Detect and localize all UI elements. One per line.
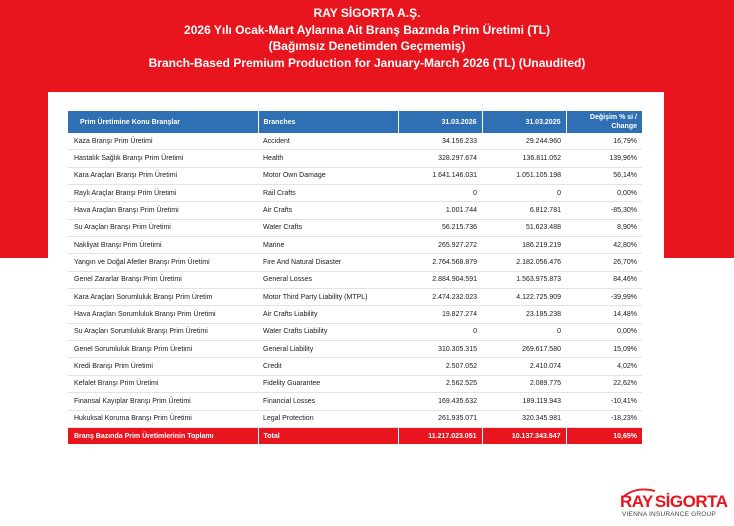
value-2026: 261.935.071 bbox=[398, 410, 482, 427]
table-row bbox=[68, 306, 642, 323]
table-row bbox=[68, 219, 642, 236]
value-2025: 186.219.219 bbox=[482, 237, 566, 254]
value-2025: 51.623.488 bbox=[482, 219, 566, 236]
value-2026: 0 bbox=[398, 185, 482, 202]
branch-name-tr: Genel Sorumluluk Branşı Prim Üretimi bbox=[68, 341, 258, 358]
value-2025: 6.812.781 bbox=[482, 202, 566, 219]
table-row bbox=[68, 323, 642, 340]
branch-name-en: Accident bbox=[258, 133, 398, 150]
branch-name-en: Air Crafts bbox=[258, 202, 398, 219]
table-card bbox=[48, 92, 664, 462]
value-2025: 269.617.580 bbox=[482, 341, 566, 358]
table-row bbox=[68, 375, 642, 392]
value-2025: 0 bbox=[482, 185, 566, 202]
branch-name-tr: Kaza Branşı Prim Üretimi bbox=[68, 133, 258, 150]
branch-name-en: General Liability bbox=[258, 341, 398, 358]
branch-name-en: Fidelity Guarantee bbox=[258, 375, 398, 392]
value-2026: 2.474.232.023 bbox=[398, 289, 482, 306]
branch-name-tr: Kefalet Branşı Prim Üretimi bbox=[68, 375, 258, 392]
branch-name-en: General Losses bbox=[258, 271, 398, 288]
value-2025: 2.410.074 bbox=[482, 358, 566, 375]
branch-name-en: Legal Protection bbox=[258, 410, 398, 427]
col-header-branches-tr: Prim Üretimine Konu Branşlar bbox=[68, 111, 258, 133]
value-2025: 320.345.981 bbox=[482, 410, 566, 427]
branch-name-en: Motor Own Damage bbox=[258, 167, 398, 184]
audit-note-tr: (Bağımsız Denetimden Geçmemiş) bbox=[268, 39, 466, 53]
change-percent: 26,70% bbox=[566, 254, 642, 271]
change-percent: 139,96% bbox=[566, 150, 642, 167]
value-2026: 1.001.744 bbox=[398, 202, 482, 219]
report-titles bbox=[0, 5, 734, 71]
branch-name-tr: Hukuksal Koruma Branşı Prim Üretimi bbox=[68, 410, 258, 427]
table-row bbox=[68, 271, 642, 288]
branch-name-tr: Su Araçları Branşı Prim Üretimi bbox=[68, 219, 258, 236]
logo-tagline: VIENNA INSURANCE GROUP bbox=[622, 511, 716, 518]
branch-name-en: Credit bbox=[258, 358, 398, 375]
table-row bbox=[68, 202, 642, 219]
value-2026: 2.884.904.591 bbox=[398, 271, 482, 288]
col-header-2025: 31.03.2025 bbox=[482, 111, 566, 133]
logo-name-b: SİGORTA bbox=[654, 492, 728, 511]
branch-name-en: Motor Third Party Liability (MTPL) bbox=[258, 289, 398, 306]
branch-name-tr: Kredi Branşı Prim Üretimi bbox=[68, 358, 258, 375]
change-percent: 0,00% bbox=[566, 185, 642, 202]
table-row bbox=[68, 185, 642, 202]
branch-name-tr: Hastalık Sağlık Branşı Prim Üretimi bbox=[68, 150, 258, 167]
report-title-en: Branch-Based Premium Production for January-March 2026 (TL) (Unaudited) bbox=[148, 55, 586, 70]
value-2026: 310.305.315 bbox=[398, 341, 482, 358]
value-2025: 1.563.975.873 bbox=[482, 271, 566, 288]
logo-wordmark bbox=[620, 492, 728, 512]
branch-name-tr: Su Araçları Sorumluluk Branşı Prim Üretimi bbox=[68, 323, 258, 340]
company-logo bbox=[620, 486, 730, 520]
change-percent: 16,79% bbox=[566, 133, 642, 150]
value-2026: 19.827.274 bbox=[398, 306, 482, 323]
branch-name-tr: Finansal Kayıplar Branşı Prim Üretimi bbox=[68, 393, 258, 410]
change-percent: -18,23% bbox=[566, 410, 642, 427]
value-2026: 328.297.674 bbox=[398, 150, 482, 167]
value-2025: 1.051.105.198 bbox=[482, 167, 566, 184]
change-percent: 8,90% bbox=[566, 219, 642, 236]
change-percent: 42,80% bbox=[566, 237, 642, 254]
total-branch-name-tr: Branş Bazında Prim Üretimlerinin Toplamı bbox=[68, 427, 258, 444]
change-percent: 15,09% bbox=[566, 341, 642, 358]
col-header-branches-en: Branches bbox=[258, 111, 398, 133]
branch-name-en: Air Crafts Liability bbox=[258, 306, 398, 323]
company-name: RAY SİGORTA A.Ş. bbox=[313, 6, 421, 20]
value-2025: 136.811.052 bbox=[482, 150, 566, 167]
value-2026: 34.156.233 bbox=[398, 133, 482, 150]
value-2025: 2.182.056.476 bbox=[482, 254, 566, 271]
change-percent: -85,30% bbox=[566, 202, 642, 219]
table-body bbox=[68, 133, 642, 444]
change-percent: -39,99% bbox=[566, 289, 642, 306]
change-percent: 22,62% bbox=[566, 375, 642, 392]
logo-name-a: RAY bbox=[620, 492, 653, 511]
branch-name-en: Marine bbox=[258, 237, 398, 254]
value-2025: 189.119.943 bbox=[482, 393, 566, 410]
branch-name-en: Health bbox=[258, 150, 398, 167]
value-2025: 29.244.960 bbox=[482, 133, 566, 150]
value-2026: 169.435.632 bbox=[398, 393, 482, 410]
value-2025: 4.122.725.909 bbox=[482, 289, 566, 306]
branch-name-en: Water Crafts Liability bbox=[258, 323, 398, 340]
value-2026: 2.562.525 bbox=[398, 375, 482, 392]
change-percent: 0,00% bbox=[566, 323, 642, 340]
table-header-row bbox=[68, 111, 642, 133]
value-2025: 2.089.775 bbox=[482, 375, 566, 392]
value-2025: 23.185.238 bbox=[482, 306, 566, 323]
table-row bbox=[68, 254, 642, 271]
table-total-row bbox=[68, 427, 642, 444]
report-title-tr: 2026 Yılı Ocak-Mart Aylarına Ait Branş Bazında Prim Üretimi (TL) bbox=[184, 22, 550, 37]
value-2026: 56.215.736 bbox=[398, 219, 482, 236]
table-row bbox=[68, 410, 642, 427]
branch-name-en: Water Crafts bbox=[258, 219, 398, 236]
branch-name-en: Financial Losses bbox=[258, 393, 398, 410]
branch-name-tr: Genel Zararlar Branşı Prim Üretimi bbox=[68, 271, 258, 288]
branch-name-tr: Yangın ve Doğal Afetler Branşı Prim Üretimi bbox=[68, 254, 258, 271]
value-2026: 1.641.146.031 bbox=[398, 167, 482, 184]
branch-name-en: Fire And Natural Disaster bbox=[258, 254, 398, 271]
col-header-2026: 31.03.2026 bbox=[398, 111, 482, 133]
total-value-2025: 10.137.343.547 bbox=[482, 427, 566, 444]
value-2025: 0 bbox=[482, 323, 566, 340]
total-branch-name-en: Total bbox=[258, 427, 398, 444]
change-percent: 14,48% bbox=[566, 306, 642, 323]
value-2026: 265.927.272 bbox=[398, 237, 482, 254]
branch-name-tr: Kara Araçları Branşı Prim Üretimi bbox=[68, 167, 258, 184]
table-row bbox=[68, 133, 642, 150]
branch-name-tr: Hava Araçları Branşı Prim Üretimi bbox=[68, 202, 258, 219]
table-row bbox=[68, 167, 642, 184]
table-row bbox=[68, 393, 642, 410]
table-row bbox=[68, 341, 642, 358]
total-value-2026: 11.217.023.051 bbox=[398, 427, 482, 444]
change-percent: -10,41% bbox=[566, 393, 642, 410]
branch-name-tr: Kara Araçları Sorumluluk Branşı Prim Üretim bbox=[68, 289, 258, 306]
table-row bbox=[68, 289, 642, 306]
change-percent: 4,02% bbox=[566, 358, 642, 375]
premium-table bbox=[68, 111, 642, 444]
table-row bbox=[68, 150, 642, 167]
col-header-change: Değişim % si / Change bbox=[566, 111, 642, 133]
branch-name-tr: Nakliyat Branşı Prim Üretimi bbox=[68, 237, 258, 254]
table-row bbox=[68, 358, 642, 375]
branch-name-en: Rail Crafts bbox=[258, 185, 398, 202]
value-2026: 2.507.052 bbox=[398, 358, 482, 375]
branch-name-tr: Hava Araçları Sorumluluk Branşı Prim Üretimi bbox=[68, 306, 258, 323]
change-percent: 56,14% bbox=[566, 167, 642, 184]
total-change-percent: 10,65% bbox=[566, 427, 642, 444]
change-percent: 84,46% bbox=[566, 271, 642, 288]
branch-name-tr: Raylı Araçlar Branşı Prim Üretimi bbox=[68, 185, 258, 202]
table-row bbox=[68, 237, 642, 254]
value-2026: 0 bbox=[398, 323, 482, 340]
value-2026: 2.764.568.879 bbox=[398, 254, 482, 271]
